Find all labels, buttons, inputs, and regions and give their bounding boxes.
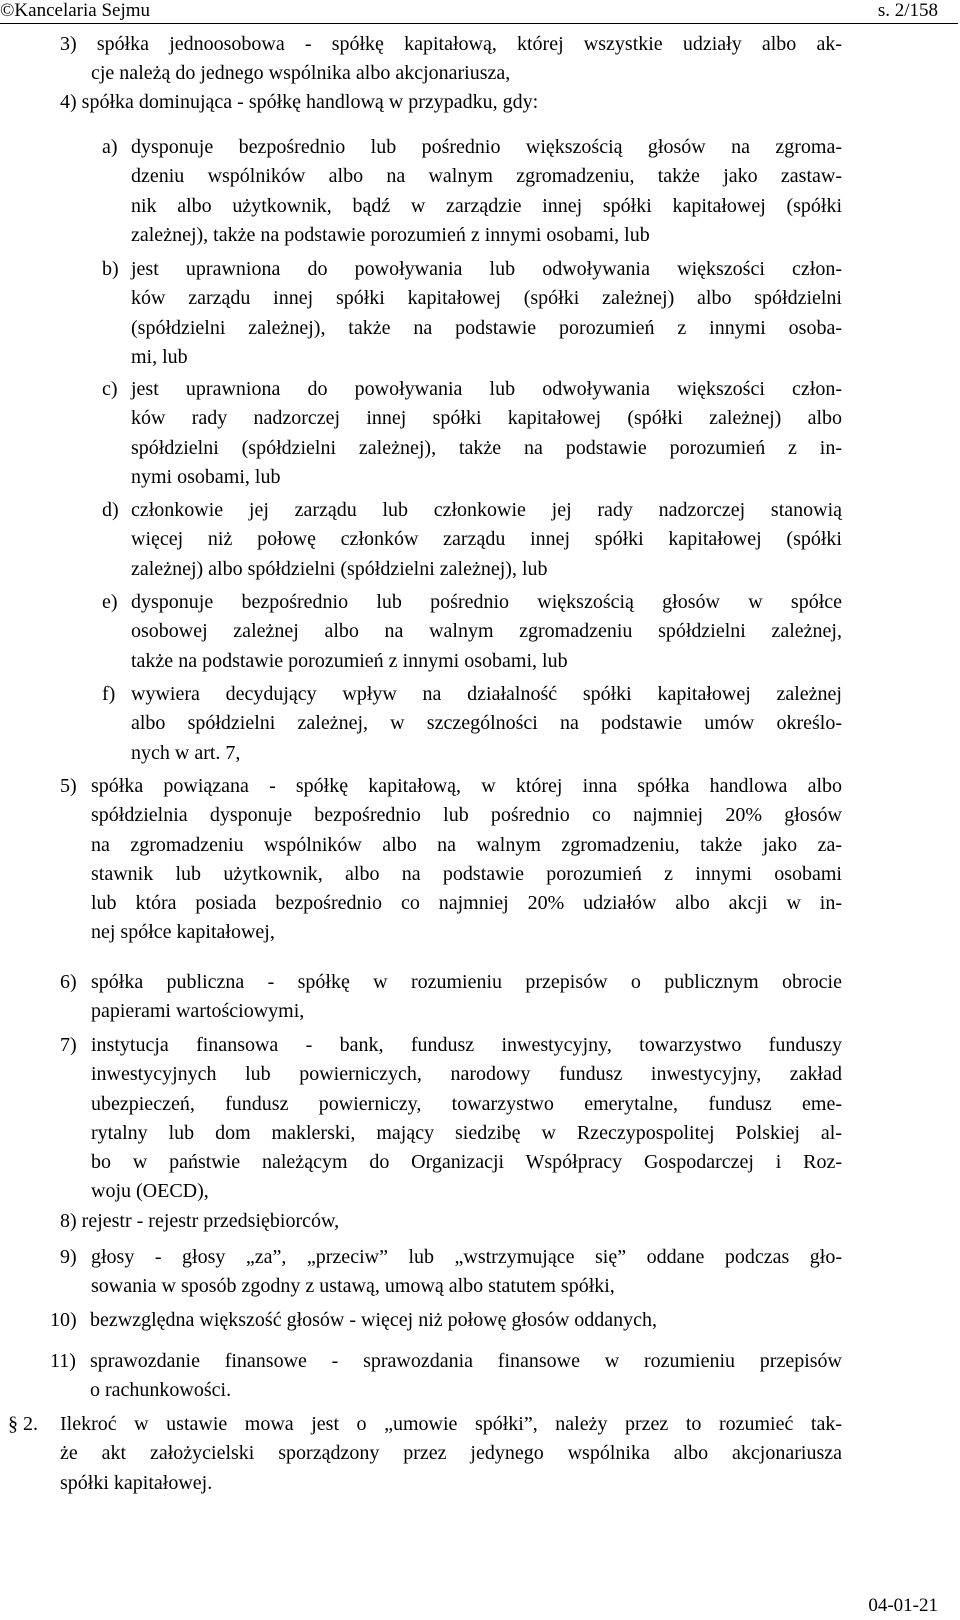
text-line: Ilekroć w ustawie mowa jest o „umowie spółki”, należy przez to rozumieć tak-	[60, 1413, 842, 1435]
text-line: ubezpieczeń, fundusz powierniczy, towarzystwo emerytalne, fundusz eme-	[91, 1092, 842, 1115]
text-line: ków zarządu innej spółki kapitałowej (spółki zależnej) albo spółdzielni	[131, 287, 842, 310]
text-line: dysponuje bezpośrednio lub pośrednio większością głosów na zgroma-	[131, 136, 842, 158]
text-line: 3) spółka jednoosobowa - spółkę kapitałową, której wszystkie udziały albo ak-	[60, 33, 842, 55]
definition-item-7	[60, 1031, 842, 1207]
definition-item-5	[60, 772, 842, 948]
text-line: lub która posiada bezpośrednio co najmniej 20% udziałów albo akcji w in-	[91, 892, 842, 915]
sub-item-e	[102, 588, 842, 676]
text-line: o rachunkowości.	[90, 1379, 232, 1402]
text-line: także na podstawie porozumień z innymi osobami, lub	[131, 649, 568, 672]
text-line: jest uprawniona do powoływania lub odwoływania większości człon-	[131, 378, 842, 400]
definition-item-8	[60, 1207, 842, 1236]
section-paragraph-2	[8, 1410, 842, 1498]
item-label: b)	[102, 258, 119, 280]
text-line: albo spółdzielni zależnej, w szczególności na podstawie umów określo-	[131, 712, 842, 735]
text-line: członkowie jej zarządu lub członkowie jej rady nadzorczej stanowią	[131, 499, 842, 521]
text-line: spółdzielni (spółdzielni zależnej), także na podstawie porozumień z in-	[131, 436, 842, 459]
sub-item-b	[102, 255, 842, 372]
text-line: woju (OECD),	[91, 1180, 209, 1203]
text-line: 8) rejestr - rejestr przedsiębiorców,	[60, 1210, 340, 1232]
item-label: 10)	[50, 1309, 77, 1331]
footer-date: 04-01-21	[868, 1595, 938, 1616]
sub-item-d	[102, 496, 842, 584]
definition-item-6	[60, 968, 842, 1027]
sub-item-a	[102, 133, 842, 250]
text-line: wywiera decydujący wpływ na działalność spółki kapitałowej zależnej	[131, 683, 842, 705]
text-line: bo w państwie należącym do Organizacji Współpracy Gospodarczej i Roz-	[91, 1151, 842, 1174]
section-label: § 2.	[8, 1413, 38, 1435]
header-page-number: s. 2/158	[877, 0, 938, 21]
definition-item-10	[50, 1306, 842, 1335]
definition-item-9	[60, 1243, 842, 1302]
item-label: 7)	[60, 1034, 77, 1056]
text-line: jest uprawniona do powoływania lub odwoływania większości człon-	[131, 258, 842, 280]
item-label: 6)	[60, 971, 77, 993]
item-label: e)	[102, 591, 118, 613]
definition-item-11	[50, 1347, 842, 1406]
definition-item-4	[60, 88, 842, 117]
text-line: bezwzględna większość głosów - więcej niż połowę głosów oddanych,	[90, 1309, 658, 1331]
text-line: że akt założycielski sporządzony przez jedynego wspólnika albo akcjonariusza	[60, 1442, 842, 1465]
text-line: ków rady nadzorczej innej spółki kapitałowej (spółki zależnej) albo	[131, 407, 842, 430]
text-line: spółki kapitałowej.	[60, 1471, 213, 1494]
text-line: dysponuje bezpośrednio lub pośrednio większością głosów w spółce	[131, 591, 842, 613]
text-line: spółka publiczna - spółkę w rozumieniu przepisów o publicznym obrocie	[91, 971, 842, 993]
text-line: nymi osobami, lub	[131, 465, 281, 488]
text-line: nych w art. 7,	[131, 741, 241, 764]
item-label: 11)	[50, 1350, 76, 1372]
header-source: ©Kancelaria Sejmu	[0, 0, 151, 21]
item-label: d)	[102, 499, 119, 521]
text-line: rytalny lub dom maklerski, mający siedzibę w Rzeczypospolitej Polskiej al-	[91, 1121, 842, 1144]
text-line: spółka powiązana - spółkę kapitałową, w której inna spółka handlowa albo	[91, 775, 842, 797]
item-label: 5)	[60, 775, 77, 797]
text-line: osobowej zależnej albo na walnym zgromadzeniu spółdzielni zależnej,	[131, 620, 842, 643]
text-line: (spółdzielni zależnej), także na podstawie porozumień z innymi osoba-	[131, 316, 842, 339]
text-line: instytucja finansowa - bank, fundusz inwestycyjny, towarzystwo funduszy	[91, 1034, 842, 1056]
text-line: dzeniu wspólników albo na walnym zgromadzeniu, także jako zastaw-	[131, 165, 842, 188]
text-line: inwestycyjnych lub powierniczych, narodowy fundusz inwestycyjny, zakład	[91, 1063, 842, 1086]
text-line: mi, lub	[131, 345, 188, 368]
text-line: zależnej), także na podstawie porozumień z innymi osobami, lub	[131, 223, 650, 246]
text-line: papierami wartościowymi,	[91, 1000, 305, 1023]
text-line: sowania w sposób zgodny z ustawą, umową albo statutem spółki,	[91, 1275, 615, 1298]
text-line: spółdzielnia dysponuje bezpośrednio lub pośrednio co najmniej 20% głosów	[91, 804, 842, 827]
text-line: cje należą do jednego wspólnika albo akcjonariusza,	[91, 62, 511, 85]
text-line: 4) spółka dominująca - spółkę handlową w przypadku, gdy:	[60, 91, 539, 113]
item-label: f)	[102, 683, 116, 705]
text-line: nej spółce kapitałowej,	[91, 921, 275, 944]
text-line: na zgromadzeniu wspólników albo na walnym zgromadzeniu, także jako za-	[91, 833, 842, 856]
text-line: stawnik lub użytkownik, albo na podstawie porozumień z innymi osobami	[91, 862, 842, 885]
item-label: 9)	[60, 1246, 77, 1268]
text-line: zależnej) albo spółdzielni (spółdzielni zależnej), lub	[131, 557, 548, 580]
definition-item-3	[60, 30, 842, 89]
sub-item-f	[102, 680, 842, 768]
header-divider	[0, 23, 958, 24]
item-label: a)	[102, 136, 118, 158]
item-label: c)	[102, 378, 118, 400]
text-line: sprawozdanie finansowe - sprawozdania finansowe w rozumieniu przepisów	[90, 1350, 842, 1372]
text-line: głosy - głosy „za”, „przeciw” lub „wstrzymujące się” oddane podczas gło-	[91, 1246, 842, 1268]
text-line: nik albo użytkownik, bądź w zarządzie innej spółki kapitałowej (spółki	[131, 194, 842, 217]
sub-item-c	[102, 375, 842, 492]
text-line: więcej niż połowę członków zarządu innej spółki kapitałowej (spółki	[131, 528, 842, 551]
